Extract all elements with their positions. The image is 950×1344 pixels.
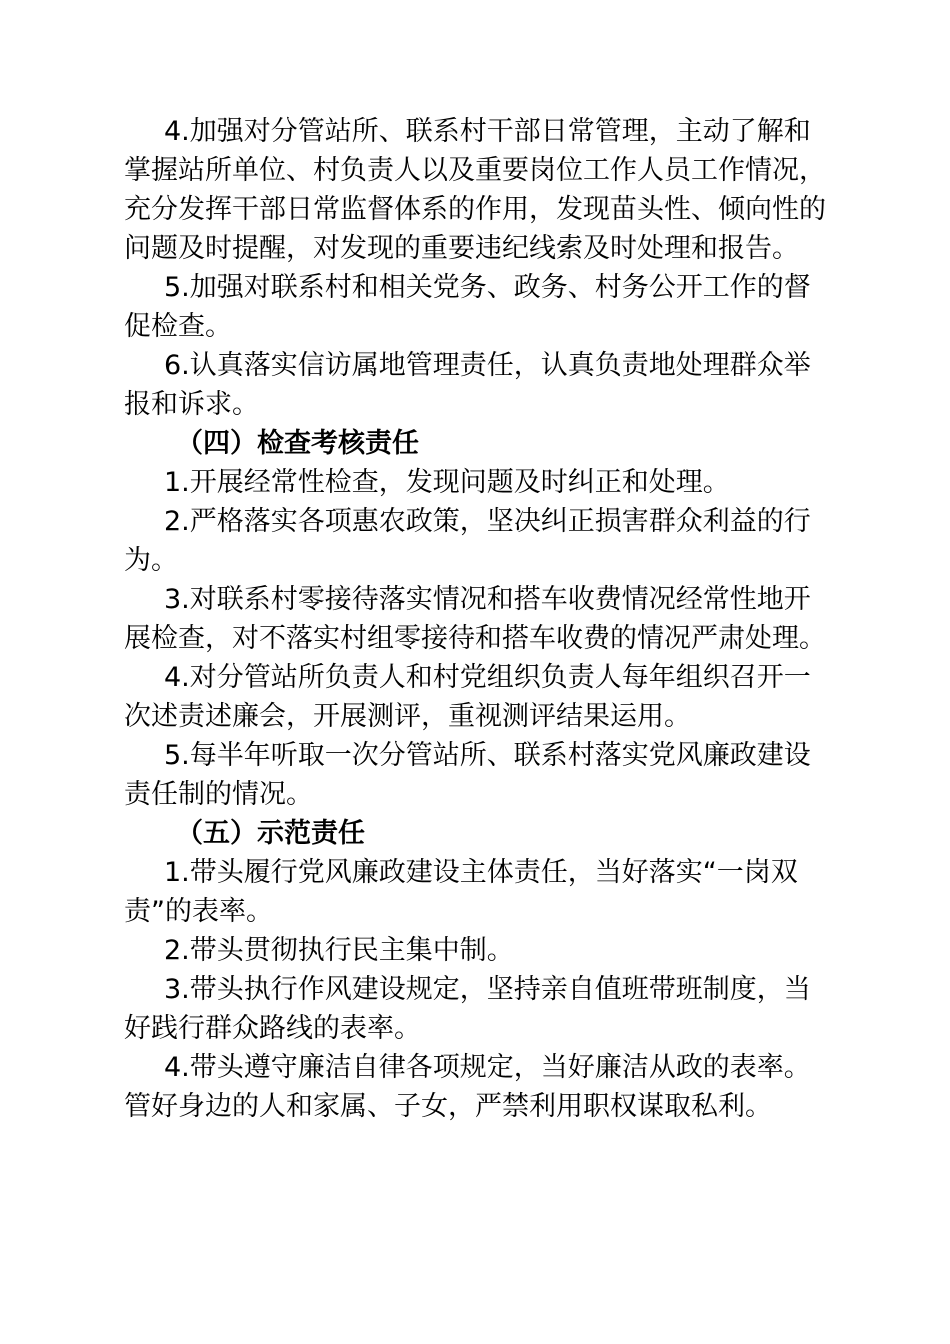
paragraph-example-1: 1.带头履行党风廉政建设主体责任，当好落实“一岗双责”的表率。 xyxy=(124,857,798,927)
paragraph-inspection-5: 5.每半年听取一次分管站所、联系村落实党风廉政建设责任制的情况。 xyxy=(124,740,811,810)
paragraph-item-4-daily-management: 4.加强对分管站所、联系村干部日常管理，主动了解和掌握站所单位、村负责人以及重要岗位工作人员工作情况，充分发挥干部日常监督体系的作用，发现苗头性、倾向性的问题及时提醒，对发现的重要违纪线索及时处理和报告。 xyxy=(124,116,826,264)
paragraph-inspection-3: 3.对联系村零接待落实情况和搭车收费情况经常性地开展检查，对不落实村组零接待和搭车收费的情况严肃处理。 xyxy=(124,584,826,654)
paragraph-example-4: 4.带头遵守廉洁自律各项规定，当好廉洁从政的表率。管好身边的人和家属、子女，严禁利用职权谋取私利。 xyxy=(124,1052,811,1122)
document-body xyxy=(124,112,828,1126)
paragraph-item-6-petition: 6.认真落实信访属地管理责任，认真负责地处理群众举报和诉求。 xyxy=(124,350,811,420)
paragraph-inspection-1: 1.开展经常性检查，发现问题及时纠正和处理。 xyxy=(164,467,730,498)
paragraph-example-2: 2.带头贯彻执行民主集中制。 xyxy=(164,935,514,966)
paragraph-example-3: 3.带头执行作风建设规定，坚持亲自值班带班制度，当好践行群众路线的表率。 xyxy=(124,974,811,1044)
section-heading-inspection: （四）检查考核责任 xyxy=(176,428,419,459)
paragraph-item-5-supervision: 5.加强对联系村和相关党务、政务、村务公开工作的督促检查。 xyxy=(124,272,811,342)
section-heading-example: （五）示范责任 xyxy=(176,818,365,849)
paragraph-inspection-2: 2.严格落实各项惠农政策，坚决纠正损害群众利益的行为。 xyxy=(124,506,811,576)
paragraph-inspection-4: 4.对分管站所负责人和村党组织负责人每年组织召开一次述责述廉会，开展测评，重视测评结果运用。 xyxy=(124,662,811,732)
